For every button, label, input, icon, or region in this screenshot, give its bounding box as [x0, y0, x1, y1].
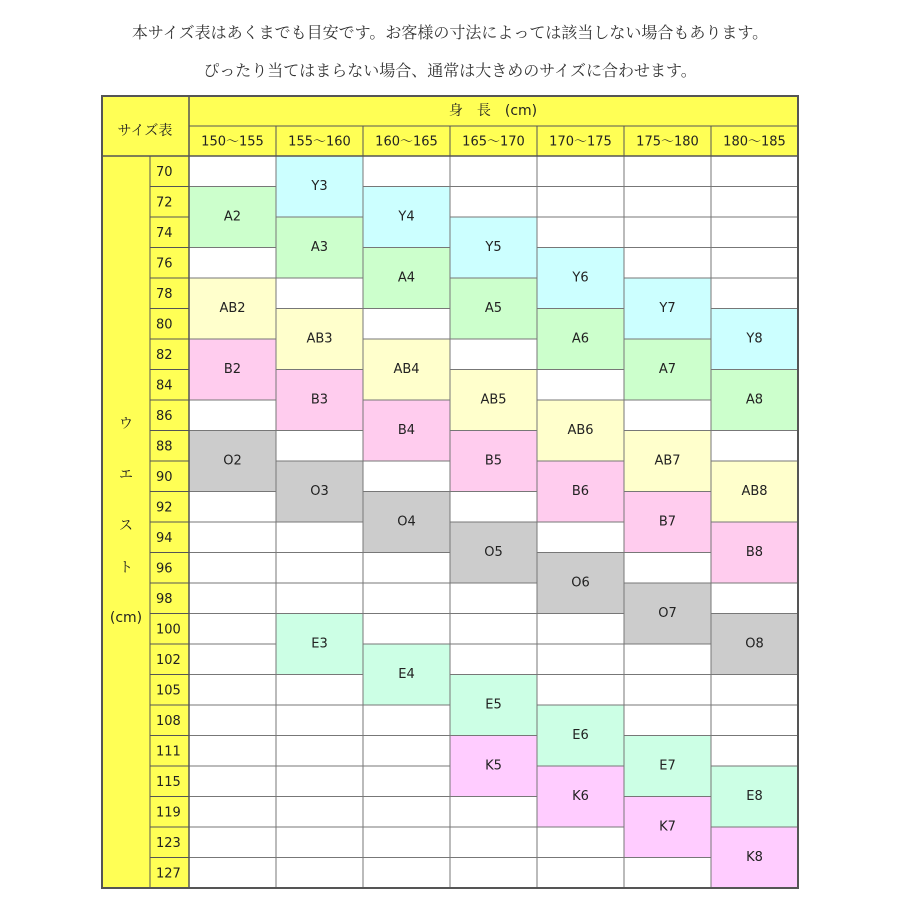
- empty-cell: [276, 705, 363, 736]
- waist-value-label: 123: [156, 835, 181, 851]
- empty-cell: [537, 187, 624, 218]
- empty-cell: [537, 217, 624, 248]
- empty-cell: [363, 156, 450, 187]
- empty-cell: [537, 858, 624, 889]
- empty-cell: [537, 522, 624, 553]
- height-range-label: 150～155: [201, 134, 264, 150]
- empty-cell: [276, 675, 363, 706]
- waist-value-label: 98: [156, 591, 173, 607]
- empty-cell: [189, 644, 276, 675]
- empty-cell: [363, 461, 450, 492]
- empty-cell: [537, 675, 624, 706]
- size-label-e3: E3: [311, 636, 328, 652]
- empty-cell: [363, 736, 450, 767]
- size-label-b6: B6: [571, 484, 590, 499]
- size-label-ab4: AB4: [393, 362, 420, 377]
- empty-cell: [711, 736, 798, 767]
- waist-value-label: 105: [156, 683, 181, 699]
- empty-cell: [189, 797, 276, 828]
- empty-cell: [450, 644, 537, 675]
- empty-cell: [363, 583, 450, 614]
- size-label-a3: A3: [310, 240, 329, 255]
- empty-cell: [450, 187, 537, 218]
- empty-cell: [276, 827, 363, 858]
- empty-cell: [189, 736, 276, 767]
- empty-cell: [624, 553, 711, 584]
- empty-cell: [624, 248, 711, 279]
- empty-cell: [537, 370, 624, 401]
- size-label-b8: B8: [745, 545, 764, 560]
- empty-cell: [711, 431, 798, 462]
- size-label-y8: Y8: [746, 331, 763, 347]
- size-label-e6: E6: [572, 728, 589, 743]
- waist-header-char: ウ: [119, 416, 133, 432]
- empty-cell: [276, 858, 363, 889]
- empty-cell: [450, 492, 537, 523]
- empty-cell: [189, 705, 276, 736]
- empty-cell: [276, 766, 363, 797]
- note-line-1: 本サイズ表はあくまでも目安です。お客様の寸法によっては該当しない場合もあります。: [131, 23, 769, 42]
- height-range-label: 170～175: [549, 134, 612, 150]
- empty-cell: [537, 644, 624, 675]
- waist-value-label: 115: [156, 774, 181, 790]
- size-label-k5: K5: [485, 758, 502, 774]
- waist-value-label: 84: [156, 378, 173, 394]
- empty-cell: [276, 736, 363, 767]
- size-label-ab3: AB3: [306, 331, 333, 347]
- empty-cell: [537, 156, 624, 187]
- empty-cell: [189, 614, 276, 645]
- size-label-b2: B2: [223, 362, 242, 377]
- empty-cell: [624, 644, 711, 675]
- empty-cell: [450, 797, 537, 828]
- size-label-y3: Y3: [311, 179, 328, 194]
- empty-cell: [363, 553, 450, 584]
- size-label-ab8: AB8: [741, 484, 768, 499]
- empty-cell: [363, 705, 450, 736]
- size-label-a2: A2: [223, 209, 242, 225]
- empty-cell: [537, 614, 624, 645]
- size-label-b4: B4: [397, 423, 416, 438]
- empty-cell: [450, 614, 537, 645]
- height-range-label: 165～170: [462, 134, 525, 150]
- empty-cell: [189, 583, 276, 614]
- waist-value-label: 102: [156, 652, 181, 668]
- empty-cell: [189, 156, 276, 187]
- size-label-k7: K7: [659, 819, 676, 835]
- size-label-y4: Y4: [398, 209, 415, 225]
- empty-cell: [276, 583, 363, 614]
- size-label-b5: B5: [484, 453, 503, 469]
- waist-value-label: 88: [156, 439, 173, 455]
- empty-cell: [624, 675, 711, 706]
- waist-value-label: 100: [156, 622, 181, 638]
- empty-cell: [363, 797, 450, 828]
- empty-cell: [189, 766, 276, 797]
- size-label-k8: K8: [746, 850, 763, 865]
- size-label-ab6: AB6: [567, 423, 594, 438]
- size-label-o2: O2: [223, 453, 242, 469]
- waist-header-char: ス: [119, 518, 133, 534]
- empty-cell: [276, 278, 363, 309]
- size-label-ab7: AB7: [654, 453, 681, 469]
- empty-cell: [189, 858, 276, 889]
- empty-cell: [276, 522, 363, 553]
- empty-cell: [711, 156, 798, 187]
- empty-cell: [450, 156, 537, 187]
- empty-cell: [711, 675, 798, 706]
- waist-value-label: 82: [156, 347, 173, 363]
- size-label-a8: A8: [745, 392, 764, 408]
- empty-cell: [189, 827, 276, 858]
- empty-cell: [711, 705, 798, 736]
- size-label-e4: E4: [398, 667, 415, 682]
- empty-cell: [711, 583, 798, 614]
- size-label-o5: O5: [484, 545, 503, 560]
- height-header: 身 長 (cm): [448, 103, 538, 119]
- empty-cell: [363, 614, 450, 645]
- empty-cell: [624, 187, 711, 218]
- size-label-a7: A7: [658, 362, 677, 377]
- size-label-o4: O4: [397, 514, 416, 530]
- size-label-o8: O8: [745, 636, 764, 652]
- size-label-e7: E7: [659, 758, 676, 774]
- size-label-o7: O7: [658, 606, 677, 621]
- empty-cell: [624, 400, 711, 431]
- empty-cell: [189, 492, 276, 523]
- empty-cell: [276, 553, 363, 584]
- empty-cell: [363, 309, 450, 340]
- waist-value-label: 96: [156, 561, 173, 577]
- height-range-label: 155～160: [288, 134, 351, 150]
- empty-cell: [711, 278, 798, 309]
- empty-cell: [189, 248, 276, 279]
- height-range-label: 180～185: [723, 134, 786, 150]
- empty-cell: [537, 827, 624, 858]
- size-label-y5: Y5: [485, 240, 502, 255]
- corner-label: サイズ表: [117, 123, 173, 139]
- waist-value-label: 76: [156, 256, 173, 272]
- size-label-e8: E8: [746, 789, 763, 804]
- waist-header-char: エ: [119, 467, 133, 483]
- empty-cell: [711, 248, 798, 279]
- waist-value-label: 74: [156, 225, 173, 241]
- empty-cell: [624, 858, 711, 889]
- waist-value-label: 86: [156, 408, 173, 424]
- empty-cell: [450, 339, 537, 370]
- waist-value-label: 127: [156, 866, 181, 882]
- waist-value-label: 119: [156, 805, 181, 821]
- waist-value-label: 78: [156, 286, 173, 302]
- empty-cell: [189, 400, 276, 431]
- empty-cell: [711, 187, 798, 218]
- size-label-y7: Y7: [659, 301, 676, 316]
- empty-cell: [624, 156, 711, 187]
- empty-cell: [450, 858, 537, 889]
- empty-cell: [450, 827, 537, 858]
- empty-cell: [624, 705, 711, 736]
- empty-cell: [363, 766, 450, 797]
- empty-cell: [276, 797, 363, 828]
- waist-header-char: (cm): [109, 610, 143, 626]
- empty-cell: [363, 827, 450, 858]
- size-label-a4: A4: [397, 270, 416, 286]
- size-label-e5: E5: [485, 697, 502, 713]
- waist-value-label: 94: [156, 530, 173, 546]
- size-label-a6: A6: [571, 331, 590, 347]
- size-label-ab5: AB5: [480, 392, 507, 408]
- empty-cell: [450, 583, 537, 614]
- size-label-k6: K6: [572, 789, 589, 804]
- waist-value-label: 80: [156, 317, 173, 333]
- size-label-y6: Y6: [572, 270, 589, 286]
- waist-value-label: 108: [156, 713, 181, 729]
- waist-value-label: 111: [156, 744, 181, 760]
- size-label-o3: O3: [310, 484, 329, 499]
- empty-cell: [363, 858, 450, 889]
- empty-cell: [624, 217, 711, 248]
- waist-header-char: ト: [119, 560, 133, 576]
- empty-cell: [189, 675, 276, 706]
- empty-cell: [189, 553, 276, 584]
- size-label-b7: B7: [658, 514, 677, 530]
- size-label-ab2: AB2: [219, 301, 246, 316]
- size-label-o6: O6: [571, 575, 590, 591]
- waist-value-label: 92: [156, 500, 173, 516]
- height-range-label: 175～180: [636, 134, 699, 150]
- waist-value-label: 70: [156, 164, 173, 180]
- size-label-b3: B3: [310, 392, 329, 408]
- empty-cell: [189, 522, 276, 553]
- size-label-a5: A5: [484, 301, 503, 316]
- empty-cell: [711, 217, 798, 248]
- empty-cell: [276, 431, 363, 462]
- height-range-label: 160～165: [375, 134, 438, 150]
- waist-value-label: 72: [156, 195, 173, 211]
- waist-value-label: 90: [156, 469, 173, 485]
- note-line-2: ぴったり当てはまらない場合、通常は大きめのサイズに合わせます。: [203, 61, 697, 80]
